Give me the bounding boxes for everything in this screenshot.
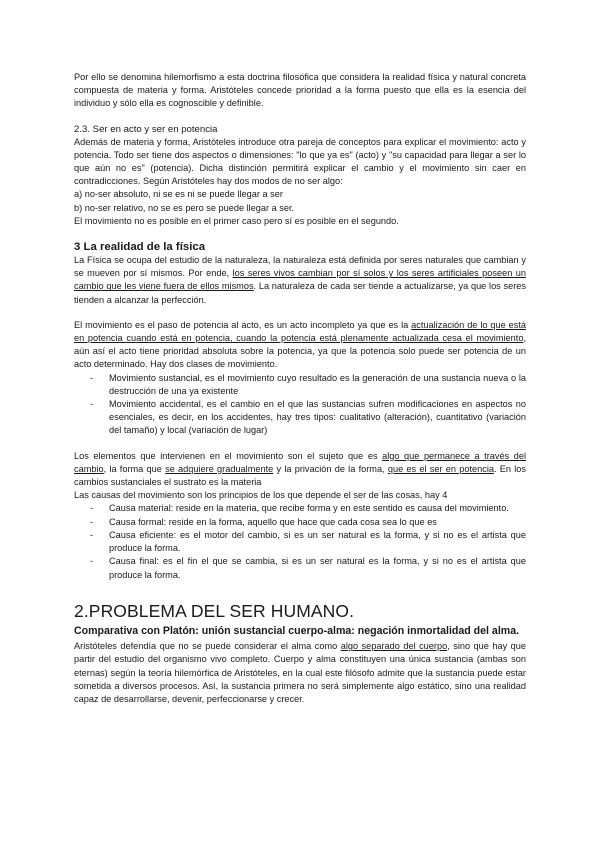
list-item: - Causa formal: reside en la forma, aquello que hace que cada cosa sea lo que es	[90, 516, 437, 527]
paragraph-fisica: La Física se ocupa del estudio de la naturaleza, la naturaleza está definida por seres naturales que cambian y se mueven por sí mismos. Por ende, los seres vivos cambian por sí solos y los seres artificiales poseen un cambio que les viene fuera de ellos mismos. La naturaleza de cada ser tiende a actualizarse, ya que los seres tienden a alcanzar la perfección.	[74, 255, 526, 305]
list-item: - Causa final: es el fin el que se cambia, si es un ser natural es la forma, y si no es el artista que produce la forma.	[90, 556, 526, 580]
underlined-text: actualización de lo que está en potencia cuando está en potencia, cuando la potencia está plenamente actualizada cesa el movimiento	[74, 319, 527, 344]
paragraph-hilemorfismo: Por ello se denomina hilemorfismo a esta doctrina filosófica que considera la realidad física y natural concreta compuesta de materia y forma. Aristóteles concede prioridad a la forma puesto que ella es la esencia del individuo y sólo ella es cognoscible y definible.	[74, 72, 526, 109]
list-item: - Movimiento accidental, es el cambio en el que las sustancias sufren modificaciones en aspectos no esenciales, es decir, en los accidentes, hay tres tipos: cualitativo (alteración), cuantitativo (variación del tamaño) y local (variación de lugar)	[90, 399, 526, 436]
paragraph-elementos: Los elementos que intervienen en el movimiento son el sujeto que es algo que permanece a través del cambio, la forma que se adquiere gradualmente y la privación de la forma, que es el ser en potencia. En los cambios sustanciales el sustrato es la materia	[74, 450, 526, 488]
list-item-a: a) no-ser absoluto, ni se es ni se puede llegar a ser	[74, 189, 283, 200]
section-heading-acto-potencia: 2.3. Ser en acto y ser en potencia	[74, 123, 218, 135]
list-item: - Movimiento sustancial, es el movimiento cuyo resultado es la generación de una sustancia nueva o la destrucción de una ya existente	[90, 372, 526, 396]
paragraph-acto-potencia: Además de materia y forma, Aristóteles introduce otra pareja de conceptos para explicar el movimiento: acto y potencia. Todo ser tiene dos aspectos o dimensiones: "lo que ya es" (acto) y "su capacidad para llegar a ser lo que aún no es" (potencia). Dicha distinción permitirá explicar el cambio y el movimiento sin caer en contradicciones. Según Aristóteles hay dos modos de no ser algo:	[74, 136, 526, 187]
movement-types-list	[74, 372, 526, 438]
section-subtitle-platon: Comparativa con Platón: unión sustancial cuerpo-alma: negación inmortalidad del alma.	[74, 624, 520, 637]
list-item-b: b) no-ser relativo, no se es pero se puede llegar a ser.	[74, 202, 295, 213]
paragraph-movimiento: El movimiento es el paso de potencia al acto, es un acto incompleto ya que es la actualización de lo que está en potencia cuando está en potencia, cuando la potencia está plenamente actualizada cesa el movimiento, aún así el acto tiene prioridad absoluta sobre la potencia, ya que la potencia solo puede ser potencia de un acto determinado. Hay dos clases de movimiento.	[74, 319, 527, 370]
causes-list	[74, 502, 526, 581]
underlined-text: que es el ser en potencia	[387, 463, 494, 474]
underlined-text: algo que permanece a través del cambio	[74, 450, 526, 474]
list-item: - Causa material: reside en la materia, que recibe forma y en este sentido es causa del movimiento.	[90, 503, 509, 514]
underlined-text: se adquiere gradualmente	[165, 463, 274, 474]
paragraph-alma: Aristóteles defendía que no se puede considerar el alma como algo separado del cuerpo, sino que hay que partir del estudio del organismo vivo completo. Cuerpo y alma constituyen una única sustancia (ambas son eternas) según la teoría hilemórfica de Aristóteles, en la cual este filósofo admite que la sustancia puede estar sometida a diversos procesos. Así, la sustancia primera no será simplemente algo estático, sino una realidad capaz de desarrollarse, devenir, perfeccionarse y crecer.	[74, 641, 526, 704]
underlined-text: los seres vivos cambian por sí solos y los seres artificiales poseen un cambio que les viene fuera de ellos mismos	[74, 268, 526, 292]
section-title-ser-humano: 2.PROBLEMA DEL SER HUMANO.	[74, 600, 355, 621]
section-heading-fisica: 3 La realidad de la física	[74, 241, 206, 254]
underlined-text: algo separado del cuerpo	[340, 641, 448, 652]
paragraph-movimiento-posible: El movimiento no es posible en el primer caso pero sí es posible en el segundo.	[74, 215, 399, 226]
paragraph-causas: Las causas del movimiento son los principios de los que depende el ser de las cosas, hay 4	[74, 490, 448, 501]
document-body	[74, 71, 526, 706]
list-item: - Causa eficiente: es el motor del cambio, si es un ser natural es la forma, y si no es el artista que produce la forma.	[90, 529, 526, 554]
